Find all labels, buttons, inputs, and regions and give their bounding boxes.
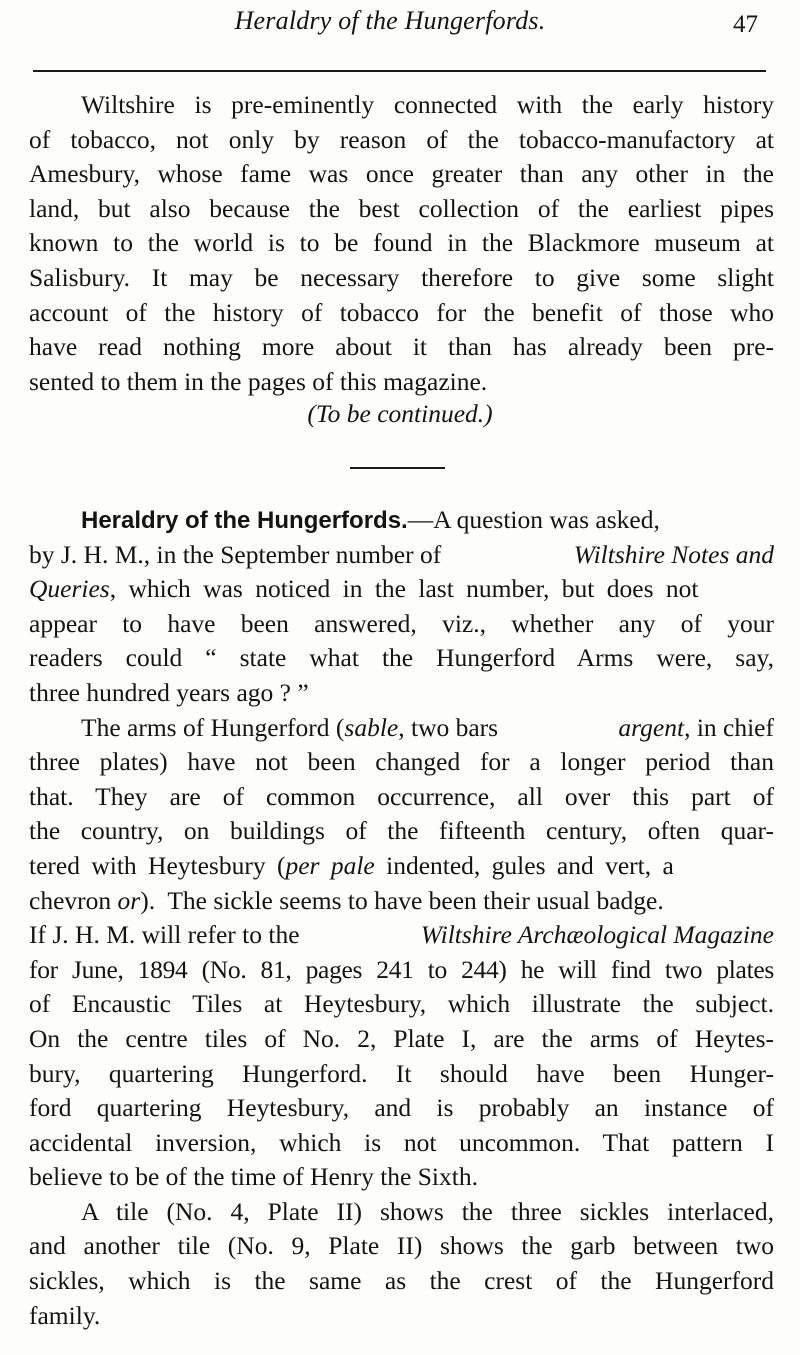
text-line: sickles, which is the same as the crest of the Hungerford (29, 1266, 774, 1296)
text-line: three plates) have not been changed for a longer period than (29, 747, 774, 777)
text-line: the country, on buildings of the fifteenth century, often quar- (29, 816, 774, 846)
header-rule (33, 70, 766, 72)
text-line: bury, quartering Hungerford. It should have been Hunger- (29, 1058, 774, 1088)
heraldic-term: or (117, 885, 141, 915)
text-span: If J. H. M. will refer to the (29, 920, 300, 950)
text-line: Salisbury. It may be necessary therefore to give some slight (29, 262, 774, 292)
text-span: , two bars (398, 712, 499, 742)
running-title: Heraldry of the Hungerfords. (234, 6, 546, 35)
text-line: for June, 1894 (No. 81, pages 241 to 244) he will find two plates (29, 954, 774, 984)
text-line: accidental inversion, which is not uncommon. That pattern I (29, 1127, 774, 1157)
text-line (29, 918, 774, 953)
text-line: account of the history of tobacco for the benefit of those who (29, 297, 774, 327)
text-line (29, 849, 774, 884)
text-line (29, 538, 774, 573)
publication-title: Wiltshire Archæological Magazine (420, 920, 774, 950)
text-span: —A question was asked, (407, 505, 660, 534)
text-line: appear to have been answered, viz., whether any of your (29, 608, 774, 638)
heading-line-wrap (81, 503, 660, 538)
text-line (29, 884, 774, 919)
text-line: sented to them in the pages of this magazine. (29, 366, 488, 396)
text-line: that. They are of common occurrence, all over this part of (29, 781, 774, 811)
section-separator-rule (350, 467, 445, 469)
heraldic-term: argent (618, 712, 685, 742)
heraldic-term: sable (344, 712, 399, 742)
text-line: have read nothing more about it than has already been pre- (29, 332, 774, 362)
text-line (29, 572, 774, 607)
text-span: The arms of Hungerford ( (81, 712, 345, 742)
text-span: by J. H. M., in the September number of (29, 539, 442, 569)
text-span: , in chief (684, 712, 774, 742)
text-span (618, 711, 774, 746)
text-line: of tobacco, not only by reason of the tobacco-manufactory at (29, 124, 774, 154)
previous-article-text (29, 88, 774, 399)
text-line (29, 711, 774, 746)
text-line: known to the world is to be found in the Blackmore museum at (29, 228, 774, 258)
text-line: believe to be of the time of Henry the Sixth. (29, 1162, 478, 1192)
text-line: land, but also because the best collection of the earliest pipes (29, 193, 774, 223)
publication-title: Queries (29, 574, 110, 604)
text-line: ford quartering Heytesbury, and is probably an instance of (29, 1093, 774, 1123)
heraldic-term: per pale (285, 850, 375, 880)
text-span: tered with Heytesbury ( (29, 850, 286, 880)
running-header (0, 6, 800, 46)
text-line: family. (29, 1300, 101, 1330)
text-line: On the centre tiles of No. 2, Plate I, are the arms of Heytes- (29, 1023, 774, 1053)
text-span: indented, gules and vert, a (374, 850, 674, 880)
to-be-continued-note: (To be continued.) (307, 399, 493, 428)
text-line: Wiltshire is pre-eminently connected with the early history (81, 90, 774, 119)
text-span: chevron (29, 885, 112, 915)
text-line: readers could “ state what the Hungerford Arms were, say, (29, 643, 774, 673)
text-line: three hundred years ago ? ” (29, 677, 309, 707)
text-span: ). The sickle seems to have been their usual badge. (140, 885, 664, 915)
page-number: 47 (733, 11, 758, 38)
article-heading: Heraldry of the Hungerfords. (81, 507, 408, 534)
continued-note-block (0, 397, 800, 432)
text-line: and another tile (No. 9, Plate II) shows the garb between two (29, 1231, 774, 1261)
text-line: A tile (No. 4, Plate II) shows the three sickles interlaced, (81, 1196, 774, 1226)
publication-title: Wiltshire Notes and (573, 539, 774, 569)
text-line: of Encaustic Tiles at Heytesbury, which illustrate the subject. (29, 989, 774, 1019)
text-span: , which was noticed in the last number, but does not (109, 574, 699, 604)
text-line: Amesbury, whose fame was once greater than any other in the (29, 159, 774, 189)
text-line (29, 503, 774, 538)
text-span (81, 711, 498, 746)
article-text (29, 503, 774, 1333)
